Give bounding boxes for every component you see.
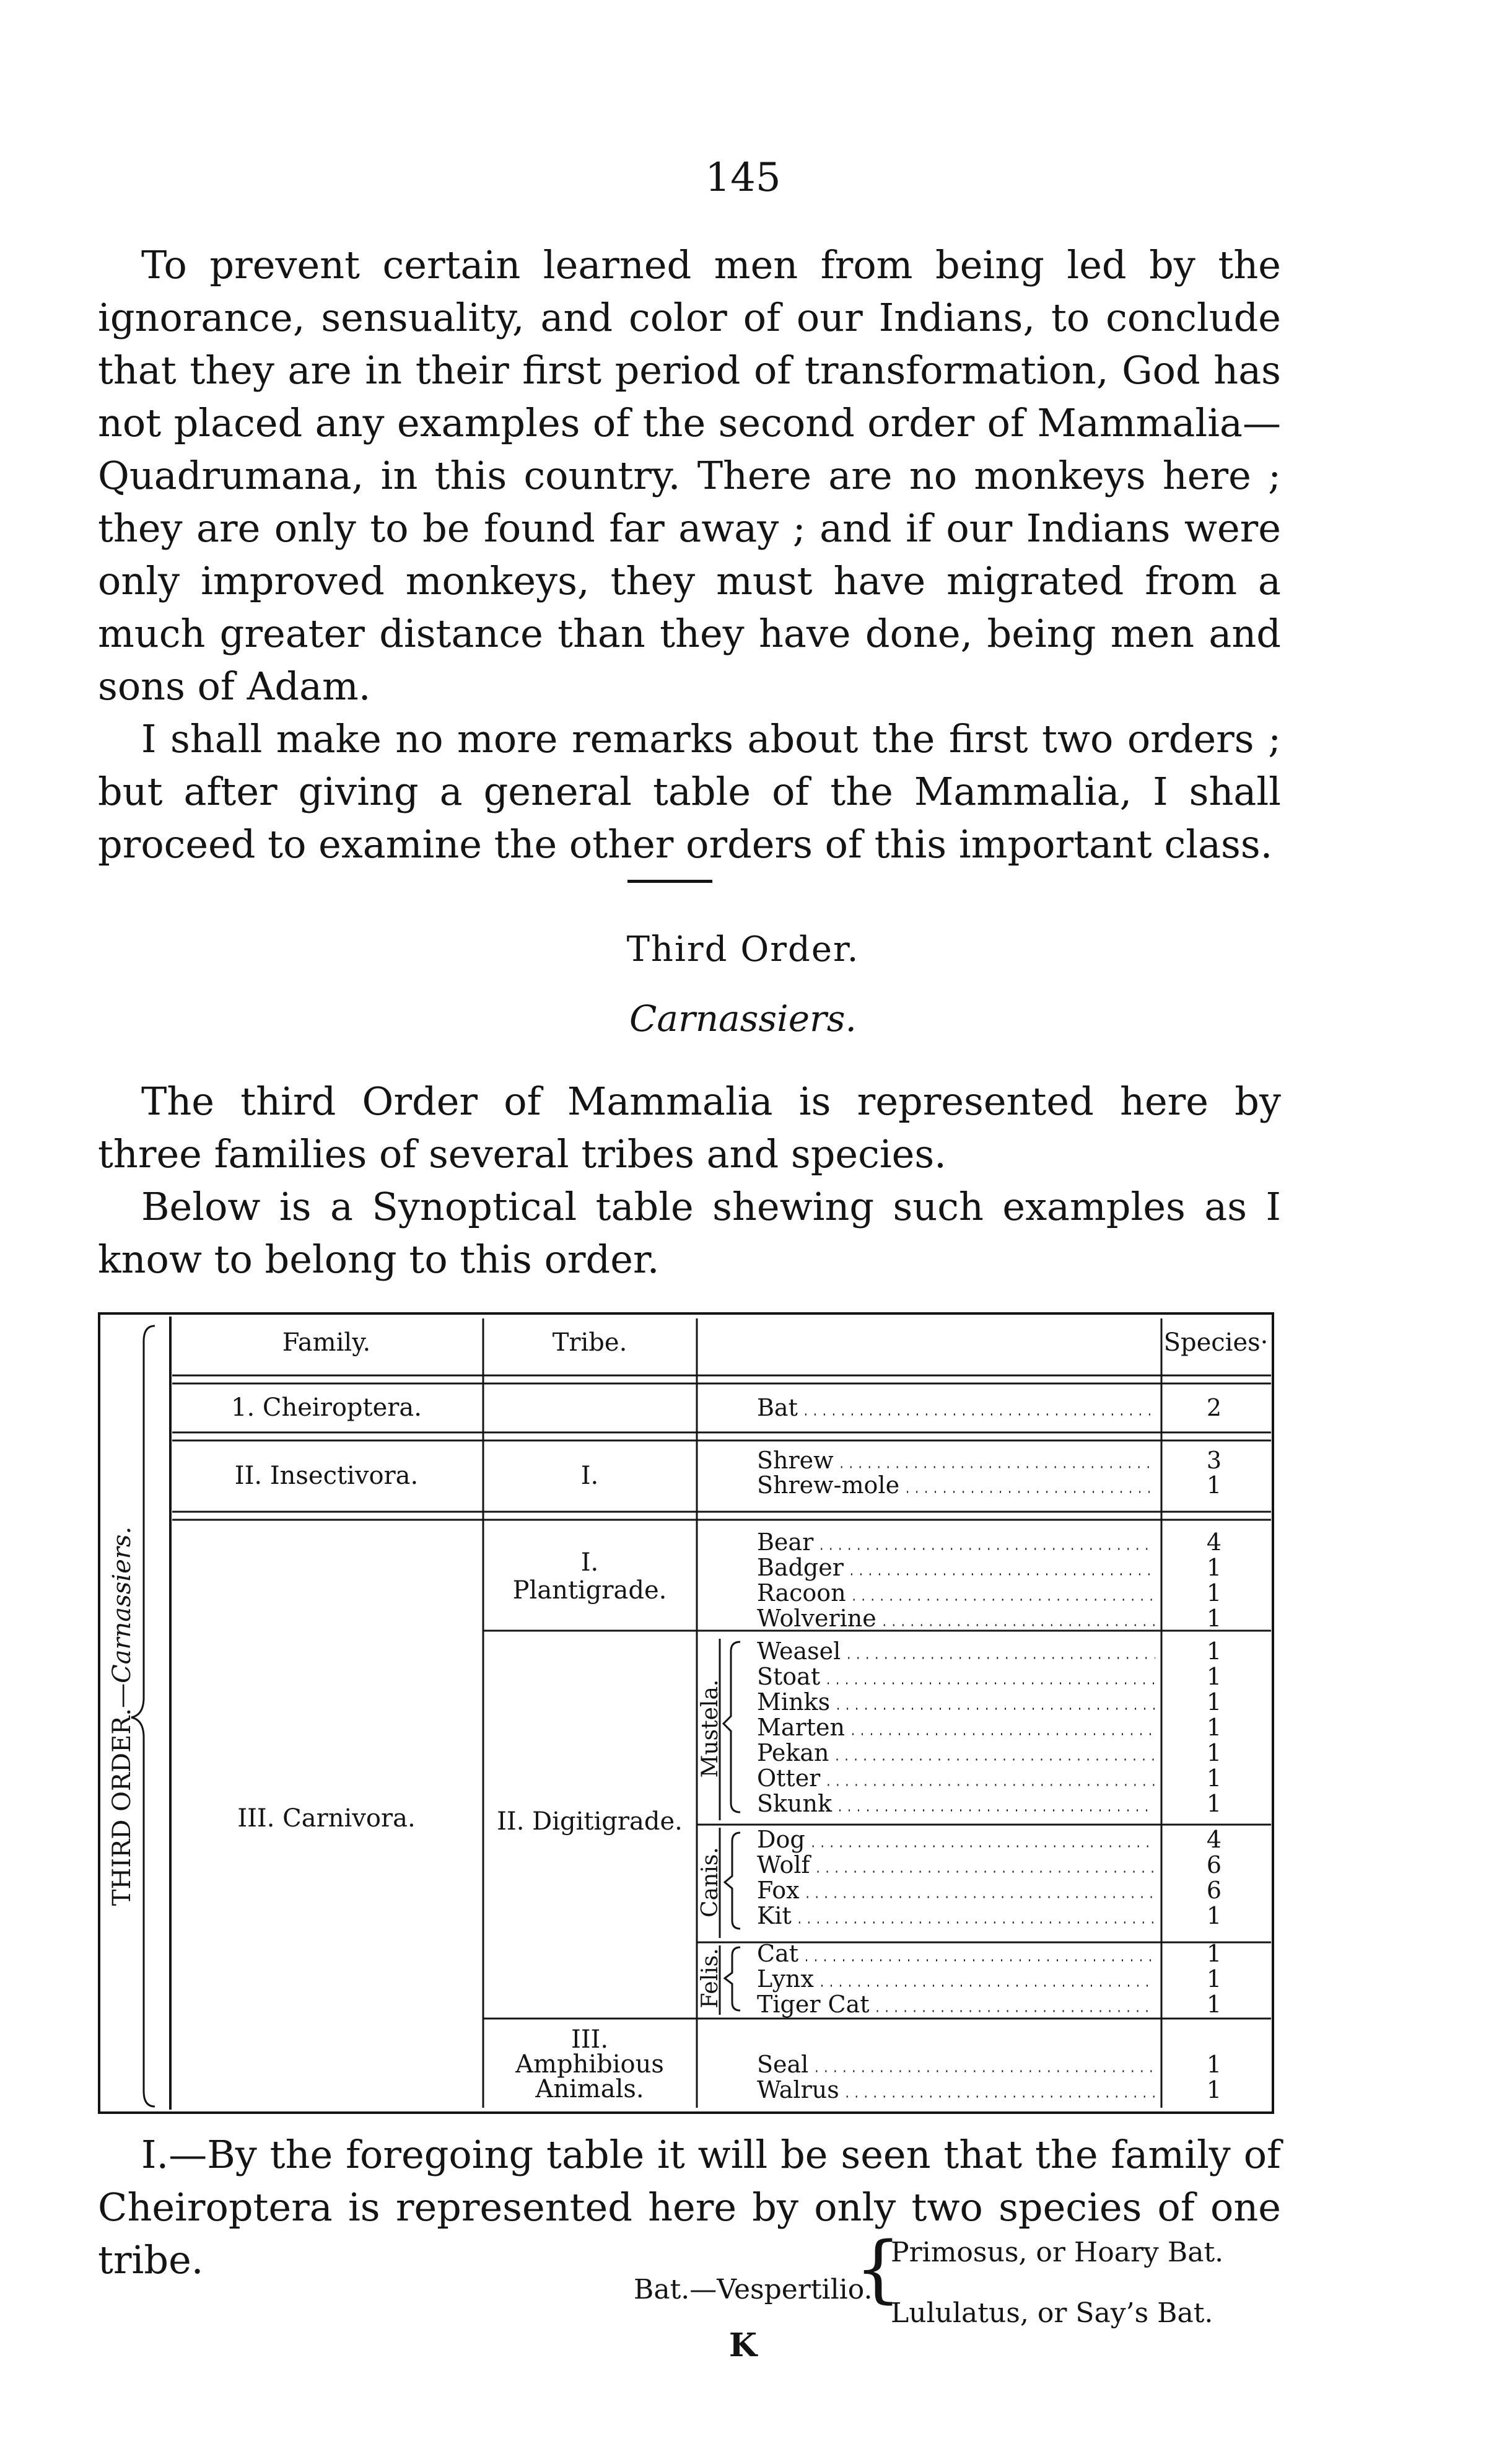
species-count: 1 xyxy=(1206,1554,1222,1581)
species-name: Skunk xyxy=(757,1790,833,1817)
paragraph-1: To prevent certain learned men from being led by the ignorance, sensuality, and color of our Indians, to conclude that they are in their first period of transformation, God has not placed any examples of the second order of Mammalia—Quadrumana, in this country. There are no monkeys here ; they are only to be found far away ; and if our Indians were only improved monkeys, they must have migrated from a much greater distance than they have done, being men and sons of Adam. xyxy=(98,242,1281,709)
species-count: 1 xyxy=(1206,1739,1222,1766)
species-count: 1 xyxy=(1206,1902,1222,1929)
tribe-plantigrade-number: I. xyxy=(580,1548,599,1577)
species-count: 3 xyxy=(1206,1447,1222,1474)
species-count: 1 xyxy=(1206,1765,1222,1792)
species-name: Pekan xyxy=(757,1739,829,1766)
closing-paragraph: I.—By the foregoing table it will be seen that the family of Cheiroptera is represented here by only two species of one tribe. xyxy=(98,2132,1281,2282)
side-label-italic: —Carnassiers. xyxy=(108,1526,136,1708)
genus-mustela: Mustela. xyxy=(697,1679,723,1778)
section-title: Third Order. xyxy=(626,929,860,970)
species-count: 1 xyxy=(1206,1940,1222,1967)
side-label-roman: THIRD ORDER. xyxy=(108,1708,136,1906)
species-count: 2 xyxy=(1206,1394,1222,1421)
species-name: Stoat xyxy=(757,1663,821,1690)
species-name: Tiger Cat xyxy=(757,1991,870,2018)
header-tribe: Tribe. xyxy=(552,1328,627,1357)
species-name: Seal xyxy=(757,2051,809,2078)
species-name: Shrew xyxy=(757,1447,834,1474)
section-subtitle: Carnassiers. xyxy=(629,997,857,1040)
species-name: Minks xyxy=(757,1688,831,1716)
family-cheiroptera: 1. Cheiroptera. xyxy=(231,1393,422,1422)
tribe-amphibious-2: Animals. xyxy=(535,2075,644,2103)
tribe-plantigrade: Plantigrade. xyxy=(512,1576,667,1605)
species-count: 1 xyxy=(1206,2051,1222,2078)
page-number: 145 xyxy=(705,155,781,201)
species-count: 1 xyxy=(1206,1965,1222,1993)
species-count: 1 xyxy=(1206,1688,1222,1716)
paragraph-2: I shall make no more remarks about the first two orders ; but after giving a general table of the Mammalia, I shall proceed to examine the other orders of this important class. xyxy=(98,716,1281,867)
species-count: 1 xyxy=(1206,1714,1222,1741)
species-count: 1 xyxy=(1206,1605,1222,1632)
tribe-amphibious-1: Amphibious xyxy=(515,2050,664,2079)
family-insectivora: II. Insectivora. xyxy=(234,1462,419,1490)
species-count: 1 xyxy=(1206,1638,1222,1665)
intro-paragraph-2: Below is a Synoptical table shewing such examples as I know to belong to this order. xyxy=(98,1184,1281,1282)
printer-signature: K xyxy=(728,2326,758,2364)
species-count: 1 xyxy=(1206,1790,1222,1817)
species-count: 6 xyxy=(1206,1851,1222,1879)
species-name: Bat xyxy=(757,1394,798,1421)
species-name: Fox xyxy=(757,1877,800,1904)
species-count: 1 xyxy=(1206,1579,1222,1607)
species-name: Shrew-mole xyxy=(757,1471,900,1499)
tribe-amphibious-number: III. xyxy=(570,2025,609,2054)
species-name: Lynx xyxy=(757,1965,814,1993)
genus-felis: Felis. xyxy=(697,1948,723,2009)
species-count: 1 xyxy=(1206,1663,1222,1690)
species-count: 1 xyxy=(1206,1471,1222,1499)
species-name: Badger xyxy=(757,1554,844,1581)
species-name: Racoon xyxy=(757,1579,846,1607)
family-carnivora: III. Carnivora. xyxy=(237,1804,416,1833)
tribe-digitigrade: II. Digitigrade. xyxy=(497,1807,683,1836)
bat-caption-species-1: Primosus, or Hoary Bat. xyxy=(891,2237,1224,2268)
header-family: Family. xyxy=(282,1328,371,1357)
species-name: Bear xyxy=(757,1528,814,1556)
species-name: Otter xyxy=(757,1765,821,1792)
side-label xyxy=(108,1527,136,1906)
genus-canis: Canis. xyxy=(697,1847,723,1918)
species-name: Weasel xyxy=(757,1638,841,1665)
species-name: Wolverine xyxy=(757,1605,876,1632)
species-count: 4 xyxy=(1206,1528,1222,1556)
header-species: Species· xyxy=(1163,1328,1269,1357)
species-count: 6 xyxy=(1206,1877,1222,1904)
species-name: Wolf xyxy=(757,1851,810,1879)
bat-caption-brace: { xyxy=(855,2225,902,2311)
species-name: Dog xyxy=(757,1826,805,1853)
tribe-insectivora: I. xyxy=(580,1462,599,1490)
bat-caption-species-2: Lululatus, or Say’s Bat. xyxy=(891,2297,1213,2329)
species-count: 1 xyxy=(1206,2076,1222,2103)
bat-caption-label: Bat.—Vespertilio. xyxy=(634,2274,873,2305)
species-name: Walrus xyxy=(757,2076,839,2103)
species-name: Marten xyxy=(757,1714,845,1741)
intro-paragraph-1: The third Order of Mammalia is represented here by three families of several tribes and species. xyxy=(98,1079,1281,1177)
species-count: 1 xyxy=(1206,1991,1222,2018)
species-name: Kit xyxy=(757,1902,792,1929)
species-count: 4 xyxy=(1206,1826,1222,1853)
species-name: Cat xyxy=(757,1940,799,1967)
